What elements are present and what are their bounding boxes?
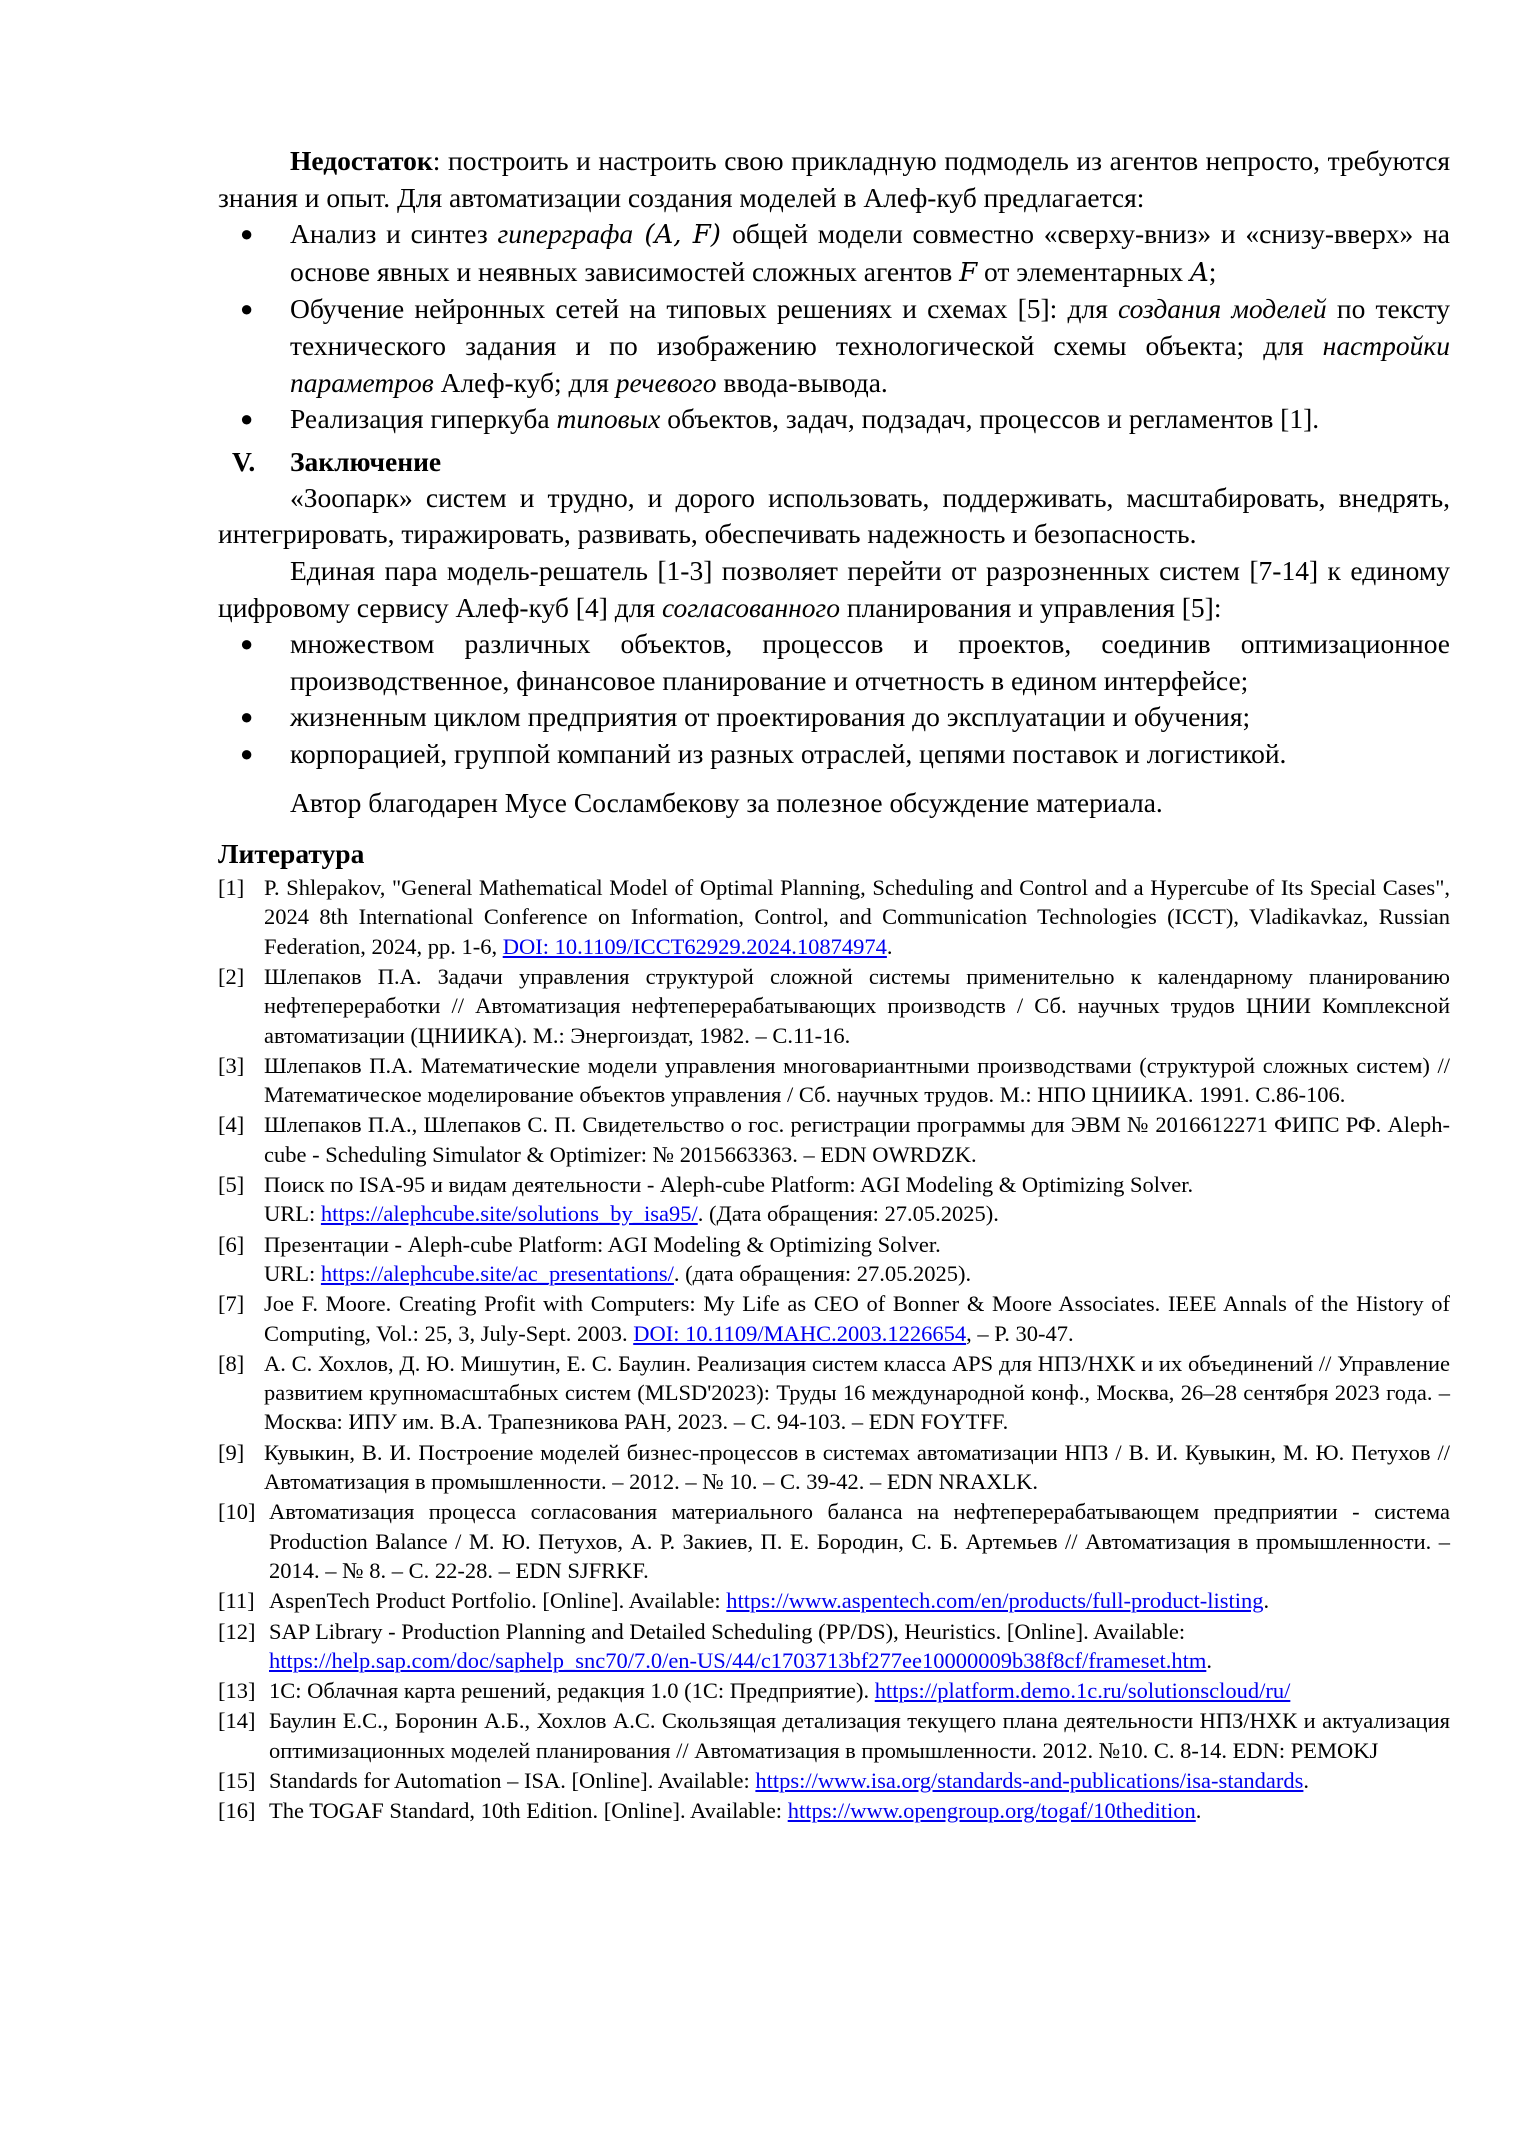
reference-number: [15] [218, 1768, 256, 1793]
conclusion-bullet-list [218, 626, 1450, 772]
text: по тексту технического задания и по изображению технологической схемы объекта; для [290, 293, 1450, 361]
reference-item [218, 1766, 1450, 1795]
text: . [886, 933, 893, 959]
reference-text: Презентации - Aleph-cube Platform: AGI Modeling & Optimizing Solver. [264, 1231, 941, 1257]
reference-item [218, 1617, 1450, 1676]
reference-item [218, 1289, 1450, 1348]
reference-number: [9] [218, 1439, 245, 1465]
reference-text: The TOGAF Standard, 10th Edition. [Online]. Available: [269, 1798, 788, 1824]
reference-text: Шлепаков П.А. Математические модели управления многовариантными производствами (структурой сложных систем) // Математическое моделирование объектов управления / Сб. научных трудов. М.: НПО ЦНИИКА. 1991. С.86-106. [264, 1052, 1450, 1108]
intro-paragraph [218, 143, 1450, 216]
italic-term: речевого [615, 366, 717, 398]
math-symbol: A [1190, 257, 1209, 288]
reference-text: А. С. Хохлов, Д. Ю. Мишутин, Е. С. Баулин. Реализация систем класса APS для НПЗ/НХК и их объединений // Управление развитием крупномасштабных систем (MLSD'2023): Труды 16 международной конф., Москва, 26–28 сентября 2023 года. – Москва: ИПУ им. В.А. Трапезникова РАН, 2023. – С. 94-103. – EDN FOYTFF. [264, 1350, 1450, 1435]
reference-text: SAP Library - Production Planning and Detailed Scheduling (PP/DS), Heuristics. [Online]. Available: [269, 1618, 1186, 1644]
math-expression: (A, F) [633, 220, 733, 251]
reference-item [218, 1349, 1450, 1437]
text: объектов, задач, подзадач, процессов и регламентов [1]. [660, 403, 1320, 435]
reference-number: [2] [218, 963, 245, 989]
reference-link[interactable]: https://alephcube.site/solutions_by_isa95/ [320, 1201, 698, 1227]
reference-item [218, 1438, 1450, 1497]
reference-item [218, 1796, 1450, 1825]
reference-link[interactable]: https://www.isa.org/standards-and-publications/isa-standards [755, 1768, 1304, 1793]
text: . [1263, 1588, 1270, 1614]
reference-link[interactable]: https://help.sap.com/doc/saphelp_snc70/7.0/en-US/44/c1703713bf277ee10000009b38f8cf/frameset.htm [269, 1647, 1207, 1673]
reference-text: Кувыкин, В. И. Построение моделей бизнес-процессов в системах автоматизации НПЗ / В. И. Кувыкин, М. Ю. Петухов // Автоматизация в промышленности. – 2012. – № 10. – С. 39-42. – EDN NRAXLK. [264, 1439, 1450, 1495]
bullet-icon: ● [240, 296, 254, 322]
reference-number: [16] [218, 1798, 256, 1824]
list-item [218, 736, 1450, 773]
acknowledgement: Автор благодарен Мусе Сосламбекову за полезное обсуждение материала. [290, 786, 1163, 818]
math-symbol: F [959, 257, 978, 288]
text: планирования и управления [5]: [839, 591, 1222, 623]
reference-item [218, 962, 1450, 1050]
reference-text: Шлепаков П.А. Задачи управления структурой сложной системы применительно к календарному планированию нефтепереработки // Автоматизация нефтеперерабатывающих производств / Сб. научных трудов ЦНИИ Комплексной автоматизации (ЦНИИКА). М.: Энергоиздат, 1982. – С.11-16. [264, 963, 1450, 1048]
text: ; [1208, 255, 1217, 287]
reference-number: [4] [218, 1112, 245, 1138]
reference-number: [13] [218, 1678, 256, 1704]
section-title: Заключение [290, 445, 442, 477]
reference-link[interactable]: DOI: 10.1109/ICCT62929.2024.10874974 [502, 933, 887, 959]
text: , – P. 30-47. [966, 1320, 1074, 1346]
bullet-icon: ● [240, 704, 254, 730]
text: корпорацией, группой компаний из разных отраслей, цепями поставок и логистикой. [290, 737, 1287, 769]
text: . (Дата обращения: 27.05.2025). [697, 1201, 999, 1227]
reference-number: [12] [218, 1618, 256, 1644]
italic-term: согласованного [661, 591, 840, 623]
list-item [218, 626, 1450, 699]
reference-link[interactable]: https://platform.demo.1c.ru/solutionscloud/ru/ [874, 1678, 1291, 1704]
reference-number: [3] [218, 1052, 245, 1078]
text: общей модели совместно «сверху-вниз» и «снизу-вверх» на основе явных и неявных зависимостей сложных агентов [290, 218, 1450, 287]
proposal-bullet-list [218, 216, 1450, 438]
reference-number: [7] [218, 1291, 245, 1317]
reference-item [218, 1497, 1450, 1585]
reference-item [218, 1676, 1450, 1705]
reference-text: Шлепаков П.А., Шлепаков С. П. Свидетельство о гос. регистрации программы для ЭВМ № 2016612271 ФИПС РФ. Aleph-cube - Scheduling Simulator & Optimizer: № 2015663363. – EDN OWRDZK. [264, 1112, 1450, 1167]
text: жизненным циклом предприятия от проектирования до эксплуатации и обучения; [290, 701, 1251, 733]
text: Единая пара модель-решатель [1-3] позволяет перейти от разрозненных систем [7-14] к единому цифровому сервису Алеф-куб [4] для [218, 554, 1450, 623]
intro-lead-bold: Недостаток [290, 145, 433, 176]
text: URL: [264, 1201, 321, 1227]
reference-text: Joe F. Moore. Creating Profit with Computers: My Life as CEO of Bonner & Moore Associates. IEEE Annals of the History of Computing, Vol.: 25, 3, July-Sept. 2003. [264, 1291, 1450, 1346]
text: . (дата обращения: 27.05.2025). [673, 1260, 972, 1286]
section-heading [218, 444, 1450, 480]
bullet-icon: ● [240, 631, 254, 657]
reference-text: Standards for Automation – ISA. [Online]. Available: [269, 1768, 756, 1793]
reference-text: Баулин Е.С., Боронин А.Б., Хохлов А.С. Скользящая детализация текущего плана деятельности НПЗ/НХК и актуализация оптимизационных моделей планирования // Автоматизация в промышленности. 2012. №10. С. 8-14. EDN: PEMOKJ [269, 1708, 1450, 1763]
reference-link[interactable]: https://www.opengroup.org/togaf/10thedition [787, 1798, 1196, 1824]
text: от элементарных [977, 255, 1190, 287]
text: . [1195, 1798, 1202, 1824]
reference-number: [8] [218, 1350, 245, 1376]
reference-text: P. Shlepakov, "General Mathematical Model of Optimal Planning, Scheduling and Control and a Hypercube of Its Special Cases", 2024 8th International Conference on Information, Control, and Communication Technologies (ICCT), Vladikavkaz, Russian Federation, 2024, pp. 1-6, [264, 875, 1450, 959]
reference-item [218, 1230, 1450, 1289]
section-number: V. [232, 445, 256, 477]
reference-item [218, 1586, 1450, 1615]
bullet-icon: ● [240, 740, 254, 766]
italic-term: настройки параметров [290, 329, 1450, 398]
list-item [218, 291, 1450, 401]
reference-item [218, 1051, 1450, 1110]
text: Анализ и синтез [290, 218, 498, 250]
text: ввода-вывода. [716, 366, 888, 398]
text: Алеф-куб; для [433, 366, 616, 398]
reference-text: Поиск по ISA-95 и видам деятельности - Aleph-cube Platform: AGI Modeling & Optimizing Solver. [264, 1172, 1194, 1198]
text: Обучение нейронных сетей на типовых решениях и схемах [5]: для [290, 293, 1119, 325]
text: . [1303, 1768, 1310, 1793]
reference-number: [11] [218, 1588, 255, 1614]
list-item [218, 401, 1450, 438]
bullet-icon: ● [240, 406, 254, 432]
conclusion-paragraph-2 [218, 553, 1450, 626]
intro-lead-text: : построить и настроить свою прикладную подмодель из агентов непросто, требуются знания и опыт. Для автоматизации создания моделей в Алеф-куб предлагается: [218, 145, 1450, 213]
reference-item [218, 1110, 1450, 1169]
bullet-icon: ● [240, 221, 254, 247]
list-item [218, 699, 1450, 736]
reference-list [218, 873, 1450, 1826]
reference-link[interactable]: https://www.aspentech.com/en/products/full-product-listing [726, 1588, 1264, 1614]
conclusion-paragraph-1: «Зоопарк» систем и трудно, и дорого использовать, поддерживать, масштабировать, внедрять, интегрировать, тиражировать, развивать, обеспечивать надежность и безопасность. [218, 481, 1450, 550]
reference-item [218, 1170, 1450, 1229]
text: URL: [264, 1260, 321, 1286]
reference-number: [6] [218, 1231, 245, 1257]
reference-text: AspenTech Product Portfolio. [Online]. Available: [269, 1588, 727, 1614]
reference-number: [14] [218, 1708, 256, 1734]
reference-number: [1] [218, 875, 245, 901]
italic-term: создания моделей [1118, 293, 1327, 325]
document-page [218, 143, 1450, 1827]
reference-link[interactable]: https://alephcube.site/ac_presentations/ [320, 1260, 674, 1286]
reference-number: [5] [218, 1172, 245, 1198]
references-heading: Литература [218, 838, 365, 870]
reference-text: Автоматизация процесса согласования материального баланса на нефтеперерабатывающем предприятии - система Production Balance / М. Ю. Петухов, А. Р. Закиев, П. Е. Бородин, С. Б. Артемьев // Автоматизация в промышленности. – 2014. – № 8. – С. 22-28. – EDN SJFRKF. [269, 1499, 1450, 1583]
reference-number: [10] [218, 1499, 256, 1525]
list-item [218, 216, 1450, 291]
reference-text: 1С: Облачная карта решений, редакция 1.0 (1С: Предприятие). [269, 1678, 875, 1704]
reference-item [218, 1706, 1450, 1765]
text: множеством различных объектов, процессов и проектов, соединив оптимизационное производственное, финансовое планирование и отчетность в едином интерфейсе; [290, 628, 1450, 696]
reference-link[interactable]: DOI: 10.1109/MAHC.2003.1226654 [633, 1320, 967, 1346]
text: Реализация гиперкуба [290, 403, 557, 435]
reference-item [218, 873, 1450, 961]
italic-term: гиперграфа [497, 218, 634, 250]
text: . [1206, 1647, 1212, 1673]
italic-term: типовых [556, 403, 661, 435]
